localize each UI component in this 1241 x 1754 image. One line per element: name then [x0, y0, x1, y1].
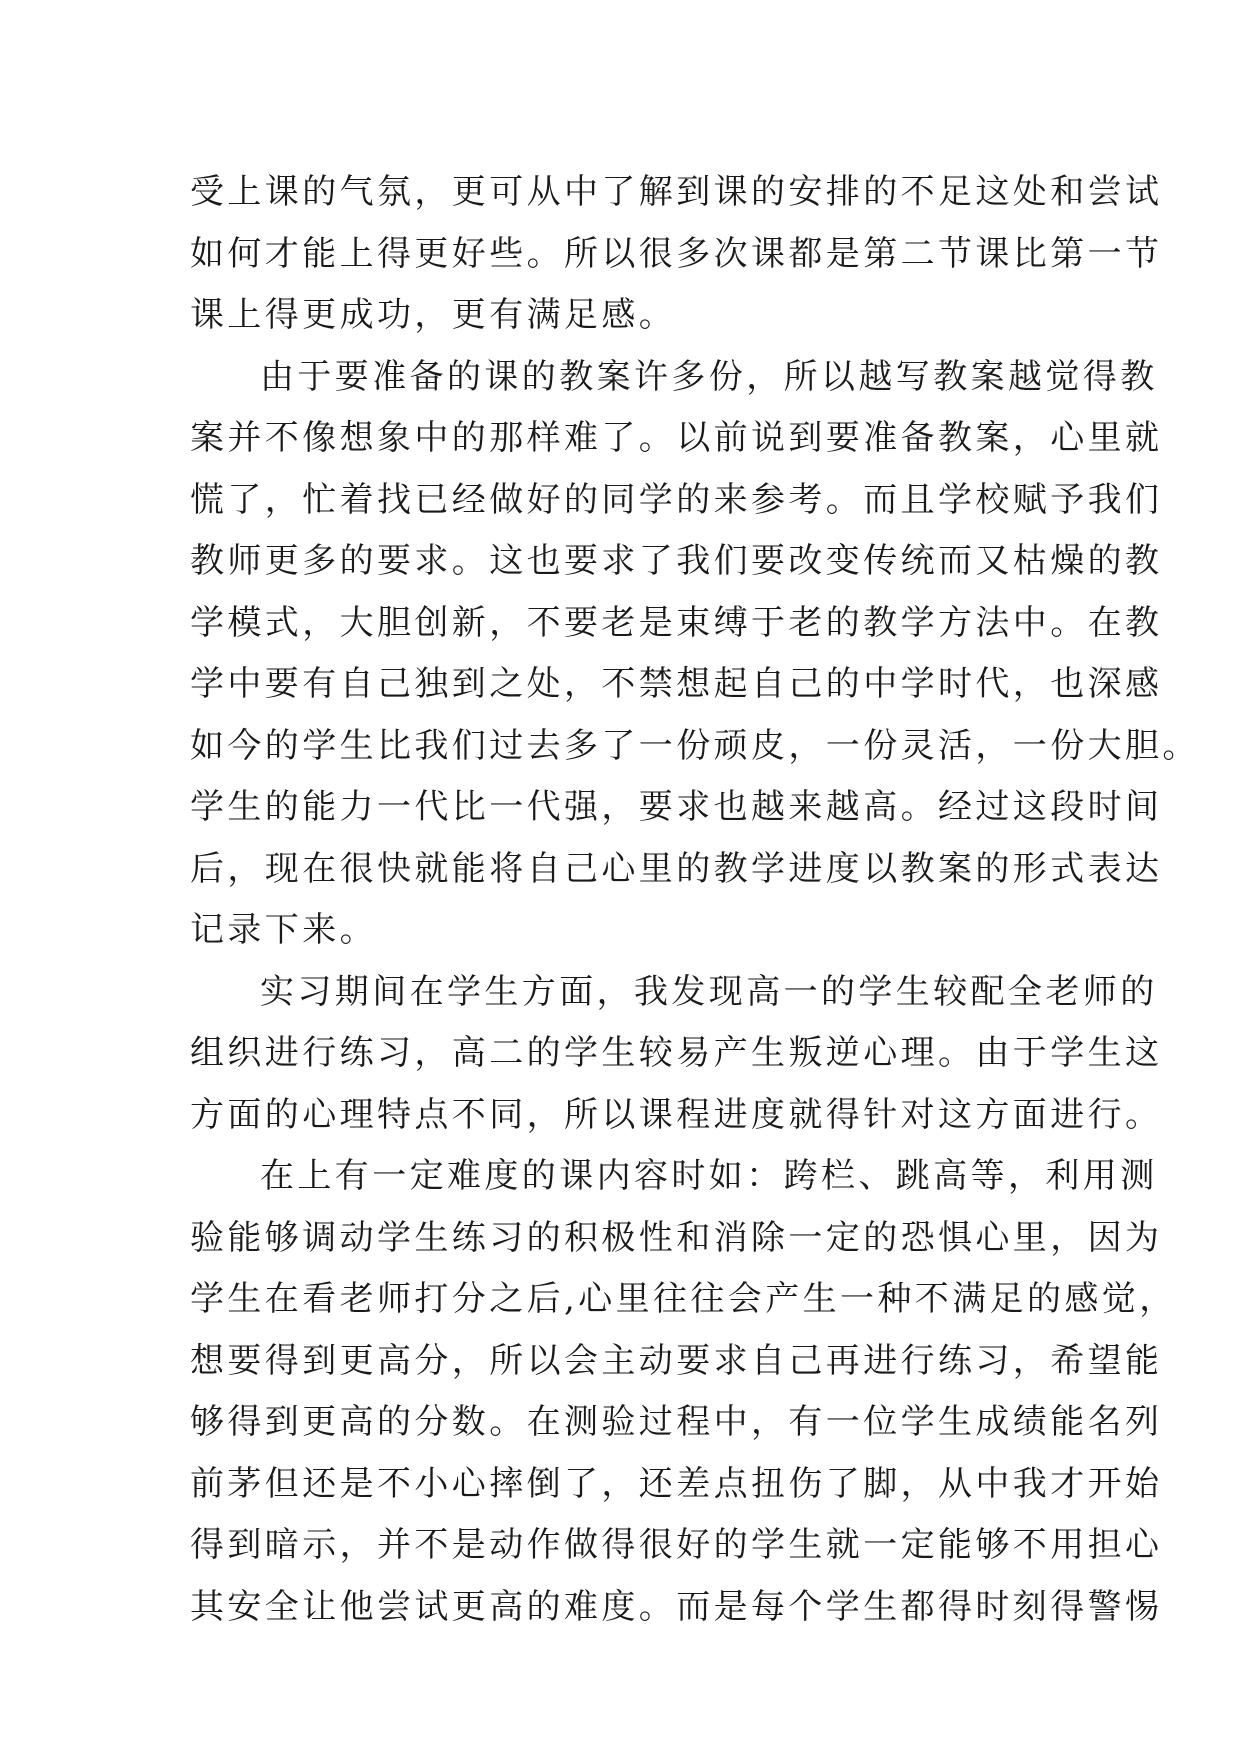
text-line: 后，现在很快就能将自己心里的教学进度以教案的形式表达 — [190, 848, 1163, 889]
text-line: 想要得到更高分，所以会主动要求自己再进行练习，希望能 — [190, 1340, 1163, 1381]
text-line: 如何才能上得更好些。所以很多次课都是第二节课比第一节 — [190, 233, 1163, 274]
text-line: 学生在看老师打分之后,心里往往会产生一种不满足的感觉， — [190, 1279, 1177, 1319]
text-line: 组织进行练习，高二的学生较易产生叛逆心理。由于学生这 — [190, 1033, 1163, 1073]
text-line: 课上得更成功，更有满足感。 — [190, 295, 677, 335]
text-line: 案并不像想象中的那样难了。以前说到要准备教案，心里就 — [190, 418, 1163, 458]
paragraph-first-line: 实习期间在学生方面，我发现高一的学生较配全老师的 — [260, 971, 1158, 1012]
text-line: 慌了，忙着找已经做好的同学的来参考。而且学校赋予我们 — [190, 479, 1163, 520]
text-line: 学模式，大胆创新，不要老是束缚于老的教学方法中。在教 — [190, 602, 1163, 643]
text-line: 方面的心理特点不同，所以课程进度就得针对这方面进行。 — [190, 1094, 1163, 1135]
text-line: 如今的学生比我们过去多了一份顽皮，一份灵活，一份大胆。 — [190, 725, 1200, 766]
paragraph-first-line: 由于要准备的课的教案许多份，所以越写教案越觉得教 — [260, 356, 1158, 397]
text-line: 教师更多的要求。这也要求了我们要改变传统而又枯燥的教 — [190, 541, 1163, 581]
text-line: 验能够调动学生练习的积极性和消除一定的恐惧心里，因为 — [190, 1217, 1163, 1258]
text-line: 其安全让他尝试更高的难度。而是每个学生都得时刻得警惕 — [190, 1586, 1163, 1627]
text-line: 学生的能力一代比一代强，要求也越来越高。经过这段时间 — [190, 787, 1163, 827]
text-line: 前茅但还是不小心摔倒了，还差点扭伤了脚，从中我才开始 — [190, 1463, 1163, 1504]
text-line: 够得到更高的分数。在测验过程中，有一位学生成绩能名列 — [190, 1402, 1163, 1442]
text-line: 记录下来。 — [190, 910, 377, 950]
text-line: 受上课的气氛，更可从中了解到课的安排的不足这处和尝试 — [190, 172, 1163, 212]
paragraph-first-line: 在上有一定难度的课内容时如：跨栏、跳高等，利用测 — [260, 1156, 1158, 1196]
text-line: 学中要有自己独到之处，不禁想起自己的中学时代，也深感 — [190, 664, 1163, 704]
body-text — [190, 162, 1200, 1638]
text-line: 得到暗示，并不是动作做得很好的学生就一定能够不用担心 — [190, 1525, 1163, 1565]
